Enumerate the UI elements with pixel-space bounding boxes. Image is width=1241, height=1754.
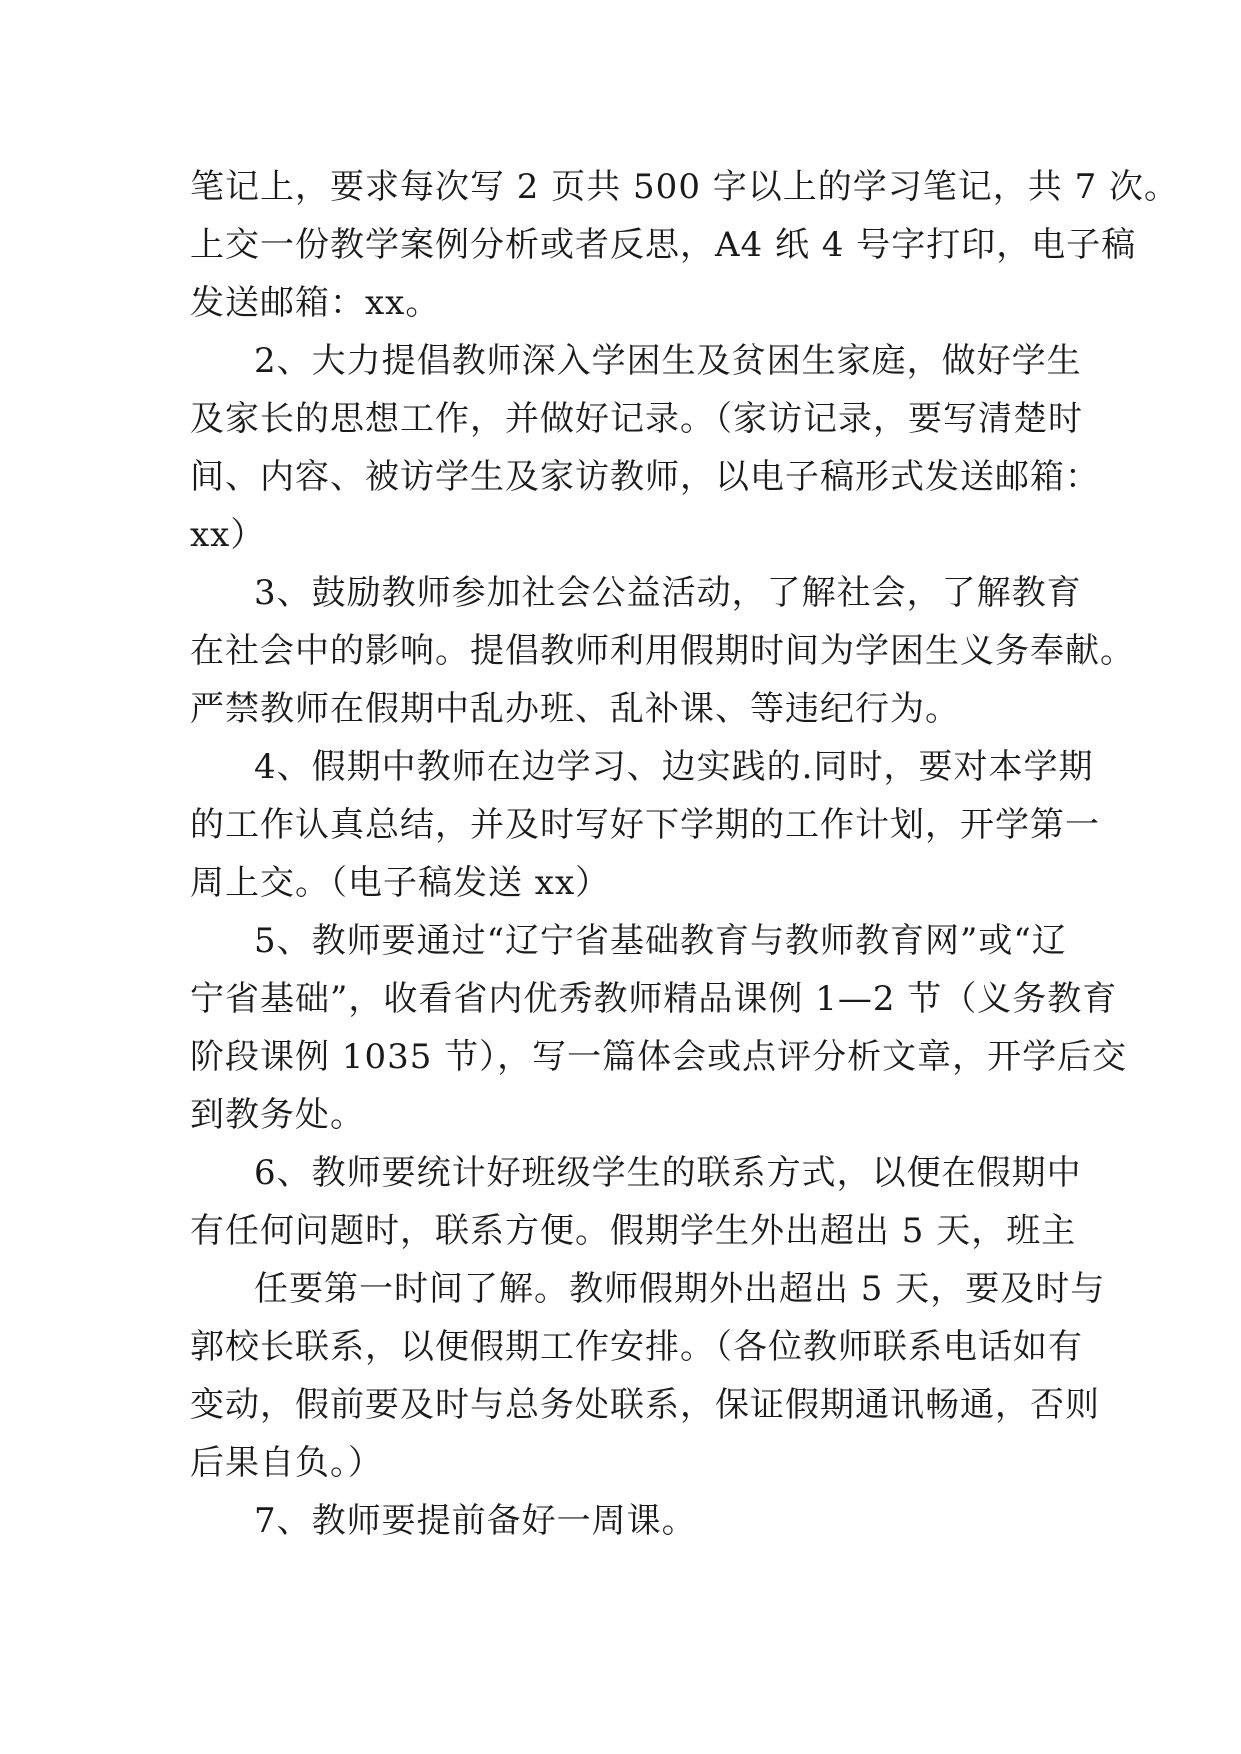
text-line: 2、大力提倡教师深入学困生及贫困生家庭，做好学生 xyxy=(254,341,1082,381)
text-line: 后果自负。） xyxy=(190,1443,383,1483)
document-body xyxy=(190,158,1180,1550)
text-line: xx） xyxy=(190,515,266,555)
text-line: 5、教师要通过“辽宁省基础教育与教师教育网”或“辽 xyxy=(254,921,1067,961)
text-line: 到教务处。 xyxy=(190,1095,365,1135)
text-line: 发送邮箱：xx。 xyxy=(190,283,441,323)
text-line: 笔记上，要求每次写 2 页共 500 字以上的学习笔记，共 7 次。 xyxy=(190,167,1180,207)
text-line: 3、鼓励教师参加社会公益活动，了解社会，了解教育 xyxy=(254,573,1082,613)
text-line: 郭校长联系，以便假期工作安排。（各位教师联系电话如有 xyxy=(190,1327,1083,1367)
text-line: 的工作认真总结，并及时写好下学期的工作计划，开学第一 xyxy=(190,805,1100,845)
text-line: 阶段课例 1035 节），写一篇体会或点评分析文章，开学后交 xyxy=(190,1037,1128,1077)
text-line: 4、假期中教师在边学习、边实践的.同时，要对本学期 xyxy=(254,747,1094,787)
text-line: 在社会中的影响。提倡教师利用假期时间为学困生义务奉献。 xyxy=(190,631,1135,671)
text-line: 变动，假前要及时与总务处联系，保证假期通讯畅通，否则 xyxy=(190,1385,1100,1425)
text-line: 上交一份教学案例分析或者反思，A4 纸 4 号字打印，电子稿 xyxy=(190,225,1137,265)
text-line: 周上交。（电子稿发送 xx） xyxy=(190,863,611,903)
text-line: 7、教师要提前备好一周课。 xyxy=(254,1501,697,1541)
text-line: 及家长的思想工作，并做好记录。（家访记录，要写清楚时 xyxy=(190,399,1083,439)
text-line: 6、教师要统计好班级学生的联系方式，以便在假期中 xyxy=(254,1153,1082,1193)
text-line: 严禁教师在假期中乱办班、乱补课、等违纪行为。 xyxy=(190,689,960,729)
text-line: 有任何问题时，联系方便。假期学生外出超出 5 天，班主 xyxy=(190,1211,1077,1251)
text-line: 任要第一时间了解。教师假期外出超出 5 天，要及时与 xyxy=(254,1269,1106,1309)
text-line: 宁省基础”，收看省内优秀教师精品课例 1—2 节（义务教育 xyxy=(190,979,1118,1019)
text-line: 间、内容、被访学生及家访教师，以电子稿形式发送邮箱： xyxy=(190,457,1100,497)
